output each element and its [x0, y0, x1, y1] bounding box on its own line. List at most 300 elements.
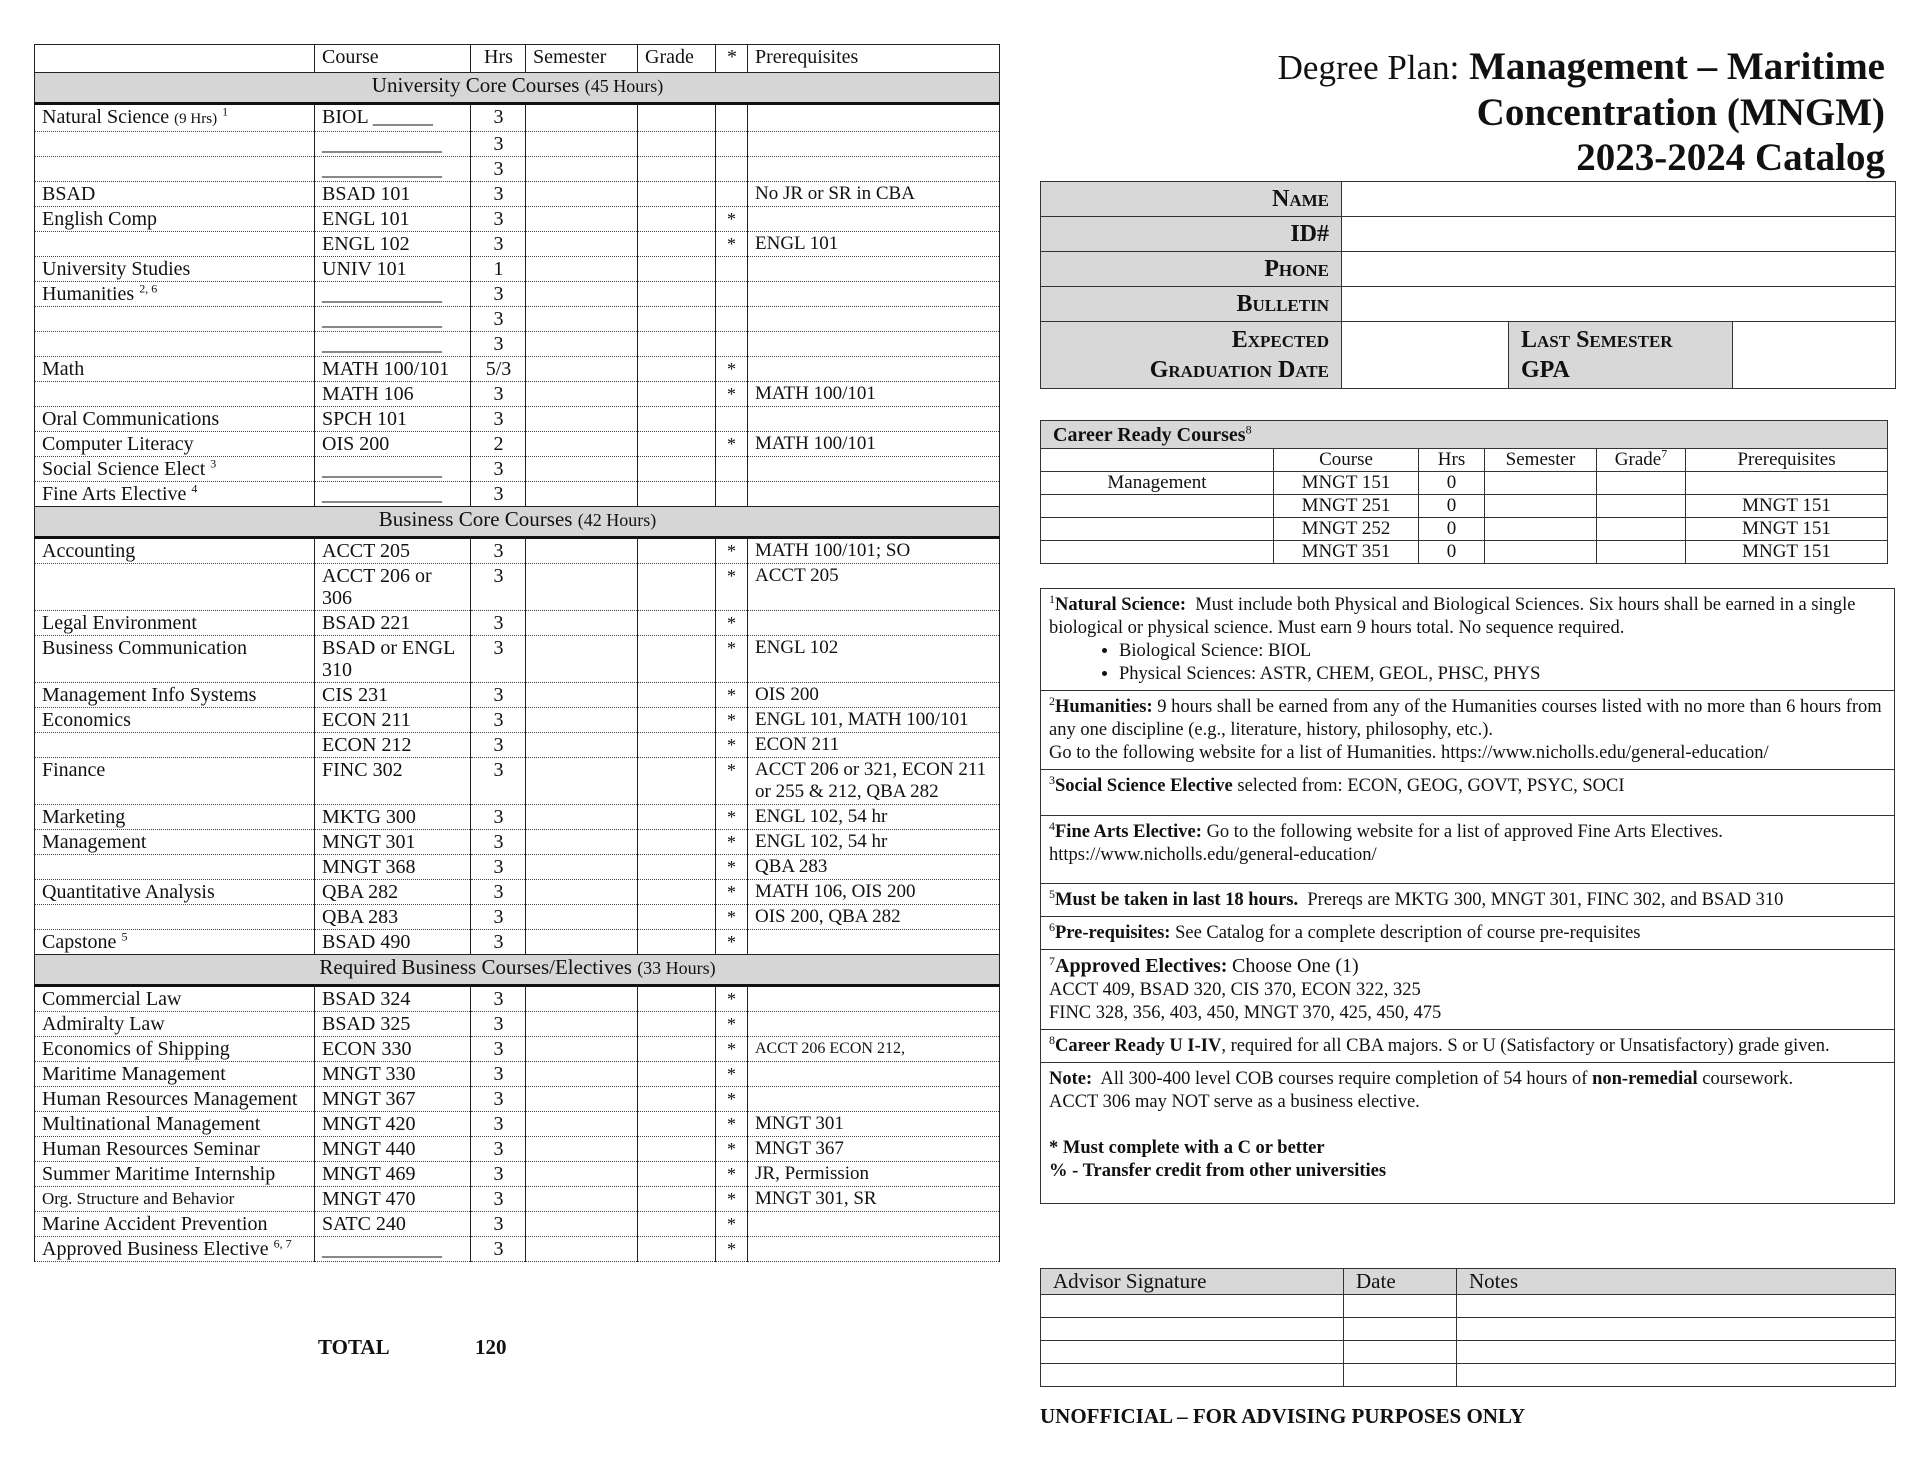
star-cell: * — [716, 1112, 748, 1137]
prerequisites-cell — [748, 207, 1000, 232]
bulletin-label: Bulletin — [1041, 287, 1342, 322]
advisor-row[interactable] — [1041, 1364, 1896, 1387]
course-row — [35, 611, 1000, 636]
semester-cell[interactable] — [526, 611, 638, 636]
hrs-cell: 3 — [471, 805, 526, 830]
course-cell: MNGT 420 — [315, 1112, 471, 1137]
grade-cell[interactable] — [638, 930, 716, 955]
course-cell: ____________ — [315, 282, 471, 307]
hrs-cell: 3 — [471, 482, 526, 507]
hrs-cell: 3 — [471, 182, 526, 207]
semester-cell[interactable] — [526, 1087, 638, 1112]
student-info-table — [1040, 181, 1896, 389]
course-row — [35, 432, 1000, 457]
area-cell: Summer Maritime Internship — [35, 1162, 315, 1187]
course-row — [35, 538, 1000, 564]
hrs-cell: 3 — [471, 1112, 526, 1137]
prerequisites-cell: No JR or SR in CBA — [748, 182, 1000, 207]
career-grade-cell[interactable] — [1597, 518, 1686, 541]
star-cell: * — [716, 1037, 748, 1062]
prerequisites-cell: ACCT 206 or 321, ECON 211 or 255 & 212, QBA 282 — [748, 758, 1000, 805]
semester-cell[interactable] — [526, 282, 638, 307]
course-row — [35, 132, 1000, 157]
bulletin-field[interactable] — [1342, 287, 1896, 322]
expected-graduation-field[interactable] — [1342, 322, 1509, 389]
area-cell: Admiralty Law — [35, 1012, 315, 1037]
career-semester-cell[interactable] — [1485, 495, 1597, 518]
area-cell — [35, 332, 315, 357]
area-cell: University Studies — [35, 257, 315, 282]
grade-cell[interactable] — [638, 830, 716, 855]
prerequisites-cell — [748, 482, 1000, 507]
course-cell: QBA 282 — [315, 880, 471, 905]
area-cell: Multinational Management — [35, 1112, 315, 1137]
hrs-cell: 3 — [471, 104, 526, 132]
career-grade-cell[interactable] — [1597, 495, 1686, 518]
course-cell: ACCT 206 or 306 — [315, 564, 471, 611]
course-table-header — [35, 45, 1000, 73]
hrs-cell: 3 — [471, 1087, 526, 1112]
semester-cell[interactable] — [526, 1237, 638, 1262]
area-cell: Fine Arts Elective $^4$ — [35, 482, 315, 507]
course-row — [35, 683, 1000, 708]
hrs-cell: 3 — [471, 683, 526, 708]
name-label: Name — [1041, 182, 1342, 217]
semester-cell[interactable] — [526, 758, 638, 805]
grade-cell[interactable] — [638, 257, 716, 282]
semester-cell[interactable] — [526, 332, 638, 357]
semester-cell[interactable] — [526, 1187, 638, 1212]
grade-cell[interactable] — [638, 1162, 716, 1187]
prerequisites-cell — [748, 1012, 1000, 1037]
grade-cell[interactable] — [638, 1237, 716, 1262]
course-row — [35, 830, 1000, 855]
hrs-cell: 3 — [471, 157, 526, 182]
prerequisites-cell: OIS 200 — [748, 683, 1000, 708]
course-row — [35, 880, 1000, 905]
star-cell: * — [716, 636, 748, 683]
grade-cell[interactable] — [638, 805, 716, 830]
grade-cell[interactable] — [638, 232, 716, 257]
area-cell: Math — [35, 357, 315, 382]
area-cell: Commercial Law — [35, 986, 315, 1012]
grade-cell[interactable] — [638, 1087, 716, 1112]
prerequisites-cell: QBA 283 — [748, 855, 1000, 880]
course-row — [35, 1087, 1000, 1112]
course-cell: ____________ — [315, 332, 471, 357]
degree-plan-title — [1278, 44, 1885, 180]
star-cell: * — [716, 1187, 748, 1212]
prerequisites-cell: ENGL 102, 54 hr — [748, 805, 1000, 830]
semester-cell[interactable] — [526, 307, 638, 332]
star-cell: * — [716, 855, 748, 880]
career-ready-row — [1041, 495, 1888, 518]
course-cell: MNGT 301 — [315, 830, 471, 855]
advisor-row[interactable] — [1041, 1318, 1896, 1341]
course-row — [35, 407, 1000, 432]
course-row — [35, 1012, 1000, 1037]
course-cell: ECON 212 — [315, 733, 471, 758]
prerequisites-cell — [748, 257, 1000, 282]
semester-cell[interactable] — [526, 407, 638, 432]
prerequisites-cell: ENGL 101 — [748, 232, 1000, 257]
area-cell — [35, 733, 315, 758]
course-cell: BSAD 490 — [315, 930, 471, 955]
semester-cell[interactable] — [526, 986, 638, 1012]
star-cell: * — [716, 207, 748, 232]
grade-cell[interactable] — [638, 564, 716, 611]
grade-cell[interactable] — [638, 1212, 716, 1237]
course-row — [35, 1062, 1000, 1087]
career-course-cell: MNGT 351 — [1274, 541, 1419, 564]
course-row — [35, 1162, 1000, 1187]
grade-cell[interactable] — [638, 986, 716, 1012]
star-cell: * — [716, 986, 748, 1012]
prerequisites-cell: OIS 200, QBA 282 — [748, 905, 1000, 930]
hrs-cell: 3 — [471, 1212, 526, 1237]
semester-cell[interactable] — [526, 132, 638, 157]
course-row — [35, 1112, 1000, 1137]
course-cell: ECON 211 — [315, 708, 471, 733]
prerequisites-cell — [748, 457, 1000, 482]
area-cell: Business Communication — [35, 636, 315, 683]
grade-cell[interactable] — [638, 683, 716, 708]
course-cell: FINC 302 — [315, 758, 471, 805]
phone-label: Phone — [1041, 252, 1342, 287]
area-cell: Economics — [35, 708, 315, 733]
grade-cell[interactable] — [638, 457, 716, 482]
grade-cell[interactable] — [638, 357, 716, 382]
semester-cell[interactable] — [526, 636, 638, 683]
course-row — [35, 758, 1000, 805]
note-social-science: $^3$Social Science Elective selected from: ECON, GEOG, GOVT, PSYC, SOCI — [1041, 770, 1895, 816]
grade-cell[interactable] — [638, 1137, 716, 1162]
career-area-cell — [1041, 518, 1274, 541]
course-row — [35, 257, 1000, 282]
semester-cell[interactable] — [526, 855, 638, 880]
prerequisites-cell: MNGT 301, SR — [748, 1187, 1000, 1212]
semester-cell[interactable] — [526, 157, 638, 182]
hrs-cell: 3 — [471, 332, 526, 357]
grade-cell[interactable] — [638, 905, 716, 930]
semester-cell[interactable] — [526, 104, 638, 132]
area-cell: English Comp — [35, 207, 315, 232]
semester-cell[interactable] — [526, 432, 638, 457]
section-header: Required Business Courses/Electives (33 Hours) — [35, 955, 1000, 986]
area-cell — [35, 157, 315, 182]
grade-cell[interactable] — [638, 132, 716, 157]
grade-cell[interactable] — [638, 1012, 716, 1037]
grade-cell[interactable] — [638, 104, 716, 132]
career-area-cell — [1041, 495, 1274, 518]
hrs-cell: 3 — [471, 986, 526, 1012]
section-header: University Core Courses (45 Hours) — [35, 73, 1000, 104]
advisor-row[interactable] — [1041, 1295, 1896, 1318]
course-table — [34, 44, 1000, 1262]
hrs-cell: 3 — [471, 132, 526, 157]
hrs-cell: 3 — [471, 855, 526, 880]
grade-cell[interactable] — [638, 1112, 716, 1137]
grade-cell[interactable] — [638, 182, 716, 207]
hrs-cell: 3 — [471, 538, 526, 564]
semester-cell[interactable] — [526, 538, 638, 564]
header-area — [35, 45, 315, 73]
prerequisites-cell: MATH 100/101 — [748, 432, 1000, 457]
note-humanities: $^2$Humanities: 9 hours shall be earned from any of the Humanities courses listed with no more than 6 hours from any one discipline (e.g., literature, history, philosophy, etc.). Go to the following website for a list of Humanities. https://www.nicholls.edu/general-education/ — [1041, 691, 1895, 770]
area-cell — [35, 132, 315, 157]
grade-cell[interactable] — [638, 1187, 716, 1212]
grade-cell[interactable] — [638, 880, 716, 905]
course-row — [35, 855, 1000, 880]
header-prerequisites: Prerequisites — [748, 45, 1000, 73]
star-cell: * — [716, 538, 748, 564]
career-ready-table — [1040, 420, 1888, 564]
semester-cell[interactable] — [526, 564, 638, 611]
semester-cell[interactable] — [526, 683, 638, 708]
star-cell: * — [716, 1087, 748, 1112]
prerequisites-cell — [748, 407, 1000, 432]
semester-cell[interactable] — [526, 1037, 638, 1062]
note-general: Note: All 300-400 level COB courses require completion of 54 hours of non-remedial coursework. ACCT 306 may NOT serve as a business elective. * Must complete with a C or better % - Transfer credit from other universities — [1041, 1063, 1895, 1204]
area-cell: Oral Communications — [35, 407, 315, 432]
course-row — [35, 482, 1000, 507]
career-ready-caption: Career Ready Courses$^8$ — [1041, 421, 1888, 449]
hrs-cell: 3 — [471, 880, 526, 905]
course-table-body — [35, 73, 1000, 1262]
course-cell: MNGT 367 — [315, 1087, 471, 1112]
title-line-2: Concentration (MNGM) — [1476, 91, 1885, 134]
semester-cell[interactable] — [526, 1112, 638, 1137]
area-cell — [35, 564, 315, 611]
last-semester-gpa-field[interactable] — [1733, 322, 1896, 389]
grade-cell[interactable] — [638, 332, 716, 357]
hrs-cell: 3 — [471, 733, 526, 758]
career-prereq-cell — [1686, 472, 1888, 495]
career-hrs-cell: 0 — [1419, 472, 1485, 495]
grade-cell[interactable] — [638, 1037, 716, 1062]
area-cell — [35, 232, 315, 257]
prerequisites-cell — [748, 157, 1000, 182]
grade-cell[interactable] — [638, 855, 716, 880]
semester-cell[interactable] — [526, 880, 638, 905]
career-semester-cell[interactable] — [1485, 541, 1597, 564]
career-ready-header: Course Hrs Semester Grade$^7$ Prerequisites — [1041, 449, 1888, 472]
hrs-cell: 3 — [471, 1062, 526, 1087]
hrs-cell: 3 — [471, 282, 526, 307]
grade-cell[interactable] — [638, 708, 716, 733]
note-prerequisites: $^6$Pre-requisites: See Catalog for a complete description of course pre-requisites — [1041, 917, 1895, 950]
semester-cell[interactable] — [526, 257, 638, 282]
career-area-cell — [1041, 541, 1274, 564]
area-cell: Human Resources Seminar — [35, 1137, 315, 1162]
semester-cell[interactable] — [526, 805, 638, 830]
star-cell: * — [716, 382, 748, 407]
grade-cell[interactable] — [638, 407, 716, 432]
career-course-cell: MNGT 251 — [1274, 495, 1419, 518]
hrs-cell: 3 — [471, 382, 526, 407]
area-cell: Maritime Management — [35, 1062, 315, 1087]
course-cell: OIS 200 — [315, 432, 471, 457]
course-row — [35, 104, 1000, 132]
area-cell: Computer Literacy — [35, 432, 315, 457]
star-cell: * — [716, 733, 748, 758]
name-field[interactable] — [1342, 182, 1896, 217]
semester-cell[interactable] — [526, 1212, 638, 1237]
grade-cell[interactable] — [638, 382, 716, 407]
area-cell: Natural Science (9 Hrs) $^1$ — [35, 104, 315, 132]
career-semester-cell[interactable] — [1485, 518, 1597, 541]
grade-cell[interactable] — [638, 157, 716, 182]
area-cell: Social Science Elect $^3$ — [35, 457, 315, 482]
header-semester: Semester — [526, 45, 638, 73]
course-cell: BSAD or ENGL 310 — [315, 636, 471, 683]
hrs-cell: 1 — [471, 257, 526, 282]
star-cell — [716, 407, 748, 432]
course-row — [35, 986, 1000, 1012]
course-row — [35, 332, 1000, 357]
area-cell: Quantitative Analysis — [35, 880, 315, 905]
grade-cell[interactable] — [638, 482, 716, 507]
id-label: ID# — [1041, 217, 1342, 252]
hrs-cell: 3 — [471, 905, 526, 930]
area-cell — [35, 307, 315, 332]
prerequisites-cell: MATH 100/101; SO — [748, 538, 1000, 564]
note-natural-science: $^1$Natural Science: Must include both Physical and Biological Sciences. Six hours shall be earned in a single biological or physical science. Must earn 9 hours total. No sequence required. • Biological Science: BIOL • Physical Sciences: ASTR, CHEM, GEOL, PHSC, PHYS — [1041, 589, 1895, 691]
area-cell: Human Resources Management — [35, 1087, 315, 1112]
course-row — [35, 382, 1000, 407]
title-line-3: 2023-2024 Catalog — [1576, 136, 1885, 179]
prerequisites-cell — [748, 104, 1000, 132]
prerequisites-cell: ENGL 102, 54 hr — [748, 830, 1000, 855]
hrs-cell: 3 — [471, 930, 526, 955]
prerequisites-cell: MATH 106, OIS 200 — [748, 880, 1000, 905]
course-cell: ____________ — [315, 157, 471, 182]
expected-graduation-label: Expected Graduation Date — [1041, 322, 1342, 389]
career-grade-cell[interactable] — [1597, 541, 1686, 564]
star-cell: * — [716, 758, 748, 805]
course-cell: ECON 330 — [315, 1037, 471, 1062]
semester-cell[interactable] — [526, 708, 638, 733]
id-field[interactable] — [1342, 217, 1896, 252]
star-cell — [716, 482, 748, 507]
prerequisites-cell — [748, 1087, 1000, 1112]
grade-cell[interactable] — [638, 538, 716, 564]
area-cell: Approved Business Elective $^{6, 7}$ — [35, 1237, 315, 1262]
semester-cell[interactable] — [526, 1062, 638, 1087]
area-cell: Capstone $^5$ — [35, 930, 315, 955]
advisor-row[interactable] — [1041, 1341, 1896, 1364]
course-row — [35, 564, 1000, 611]
course-row — [35, 636, 1000, 683]
semester-cell[interactable] — [526, 482, 638, 507]
career-ready-row — [1041, 472, 1888, 495]
course-cell: ____________ — [315, 132, 471, 157]
semester-cell[interactable] — [526, 1137, 638, 1162]
semester-cell[interactable] — [526, 357, 638, 382]
star-cell: * — [716, 880, 748, 905]
course-row — [35, 805, 1000, 830]
total-label: TOTAL — [318, 1335, 390, 1359]
footnotes-table — [1040, 588, 1895, 1204]
star-cell — [716, 182, 748, 207]
star-cell — [716, 332, 748, 357]
course-cell: MNGT 469 — [315, 1162, 471, 1187]
semester-cell[interactable] — [526, 457, 638, 482]
course-row — [35, 232, 1000, 257]
career-grade-cell[interactable] — [1597, 472, 1686, 495]
hrs-cell: 3 — [471, 457, 526, 482]
semester-cell[interactable] — [526, 382, 638, 407]
course-cell: ____________ — [315, 1237, 471, 1262]
star-cell — [716, 104, 748, 132]
grade-cell[interactable] — [638, 636, 716, 683]
course-row — [35, 1187, 1000, 1212]
semester-cell[interactable] — [526, 733, 638, 758]
course-cell: BSAD 324 — [315, 986, 471, 1012]
phone-field[interactable] — [1342, 252, 1896, 287]
grade-cell[interactable] — [638, 1062, 716, 1087]
grade-cell[interactable] — [638, 207, 716, 232]
grade-cell[interactable] — [638, 282, 716, 307]
semester-cell[interactable] — [526, 232, 638, 257]
hrs-cell: 2 — [471, 432, 526, 457]
prerequisites-cell — [748, 332, 1000, 357]
semester-cell[interactable] — [526, 930, 638, 955]
course-cell: ____________ — [315, 482, 471, 507]
grade-cell[interactable] — [638, 758, 716, 805]
area-cell: Legal Environment — [35, 611, 315, 636]
semester-cell[interactable] — [526, 207, 638, 232]
star-cell: * — [716, 1012, 748, 1037]
hrs-cell: 5/3 — [471, 357, 526, 382]
star-cell: * — [716, 1062, 748, 1087]
prerequisites-cell — [748, 282, 1000, 307]
last-semester-gpa-label: Last Semester GPA — [1509, 322, 1733, 389]
course-cell: SATC 240 — [315, 1212, 471, 1237]
semester-cell[interactable] — [526, 830, 638, 855]
area-cell: BSAD — [35, 182, 315, 207]
hrs-cell: 3 — [471, 636, 526, 683]
star-cell: * — [716, 1162, 748, 1187]
course-row — [35, 157, 1000, 182]
unofficial-notice: UNOFFICIAL – FOR ADVISING PURPOSES ONLY — [1040, 1404, 1526, 1428]
star-cell: * — [716, 1137, 748, 1162]
section-header: Business Core Courses (42 Hours) — [35, 507, 1000, 538]
notes-header: Notes — [1457, 1269, 1896, 1295]
grade-cell[interactable] — [638, 307, 716, 332]
grade-cell[interactable] — [638, 733, 716, 758]
course-row — [35, 182, 1000, 207]
course-cell: ____________ — [315, 457, 471, 482]
grade-cell[interactable] — [638, 432, 716, 457]
grade-cell[interactable] — [638, 611, 716, 636]
star-cell: * — [716, 1237, 748, 1262]
course-cell: ENGL 102 — [315, 232, 471, 257]
area-cell: Humanities $^{2, 6}$ — [35, 282, 315, 307]
prerequisites-cell: ENGL 102 — [748, 636, 1000, 683]
star-cell: * — [716, 432, 748, 457]
area-cell: Economics of Shipping — [35, 1037, 315, 1062]
semester-cell[interactable] — [526, 1012, 638, 1037]
semester-cell[interactable] — [526, 905, 638, 930]
career-hrs-cell: 0 — [1419, 518, 1485, 541]
semester-cell[interactable] — [526, 1162, 638, 1187]
hrs-cell: 3 — [471, 232, 526, 257]
prerequisites-cell: ECON 211 — [748, 733, 1000, 758]
semester-cell[interactable] — [526, 182, 638, 207]
career-semester-cell[interactable] — [1485, 472, 1597, 495]
course-cell: BSAD 221 — [315, 611, 471, 636]
